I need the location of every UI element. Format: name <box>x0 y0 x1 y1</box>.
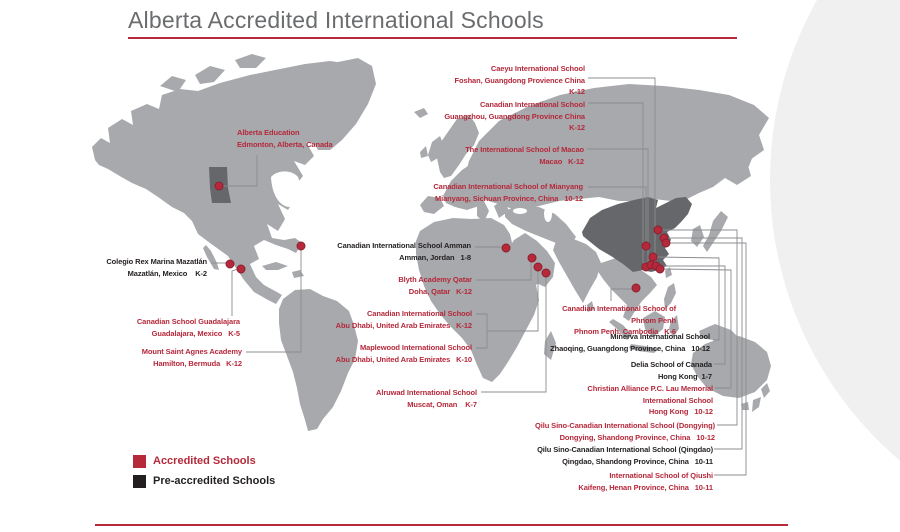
map-dot-phnom-penh <box>632 284 641 293</box>
legend-label: Pre-accredited Schools <box>153 475 276 487</box>
map-dot-qingdao-coast <box>662 239 671 248</box>
school-label-is-qiushi <box>578 470 713 493</box>
school-label-maplewood <box>336 342 472 365</box>
school-label-line: Doha, Qatar K-12 <box>408 286 472 296</box>
legend-label: Accredited Schools <box>153 455 256 467</box>
india <box>553 238 601 303</box>
school-label-alberta-education <box>237 127 333 150</box>
japan <box>703 211 728 252</box>
school-label-line: Guadalajara, Mexico K-5 <box>151 328 240 338</box>
caribbean-islands <box>262 262 304 278</box>
school-label-line: Canadian School Guadalajara <box>136 317 240 326</box>
footer-rule <box>95 524 788 526</box>
school-label-blyth-qatar <box>398 274 472 297</box>
school-label-cis-amman <box>337 240 471 263</box>
school-label-line: The International School of Macao <box>465 145 584 154</box>
school-label-line: Mazatlán, Mexico K-2 <box>127 268 207 278</box>
school-label-line: Qilu Sino-Canadian International School (Qingdao) <box>537 445 713 454</box>
school-label-line: Abu Dhabi, United Arab Emirates K-10 <box>335 354 472 364</box>
school-label-christian-alliance <box>587 383 713 418</box>
school-label-line: International School of Qiushi <box>609 471 713 480</box>
school-label-alruwad <box>376 387 477 410</box>
school-label-minerva <box>550 331 710 354</box>
school-label-qilu-qingdao <box>537 444 713 467</box>
school-label-line: Canadian International School <box>366 309 472 318</box>
legend-item-accredited <box>133 455 275 468</box>
map-dot-doha <box>528 254 537 263</box>
school-label-qilu-dongying <box>535 420 715 443</box>
school-label-line: Mount Saint Agnes Academy <box>141 347 242 356</box>
iceland <box>414 108 428 118</box>
school-label-line: Delia School of Canada <box>630 360 712 369</box>
school-label-line: Blyth Academy Qatar <box>398 275 472 284</box>
map-dot-edmonton <box>215 182 224 191</box>
accredited-swatch-icon <box>133 455 146 468</box>
legend <box>133 455 275 495</box>
school-label-line: Zhaoqing, Guangdong Province, China 10-12 <box>550 343 710 353</box>
map-dot-mianyang <box>642 242 651 251</box>
school-label-line: Colegio Rex Marina Mazatlán <box>106 257 207 266</box>
school-label-cis-mianyang <box>433 181 583 204</box>
school-label-line: Muscat, Oman K-7 <box>407 399 477 409</box>
school-label-line: Canadian International School of Mianyang <box>433 182 583 191</box>
map-dot-muscat <box>542 269 551 278</box>
black-sea <box>513 208 527 214</box>
background-ellipse <box>770 0 900 532</box>
school-label-line: Dongying, Shandong Province, China 10-12 <box>559 432 715 442</box>
school-label-cs-guadalajara <box>137 316 240 339</box>
map-dot-amman <box>502 244 511 253</box>
school-label-line: Canadian International School <box>479 100 585 109</box>
school-label-cis-guangzhou <box>444 99 585 134</box>
school-label-line: Macao K-12 <box>539 156 584 166</box>
school-label-line: Hong Kong 10-12 <box>648 407 713 416</box>
pre-accredited-swatch-icon <box>133 475 146 488</box>
school-label-line: Foshan, Guangdong Provience China <box>454 75 585 85</box>
map-dot-bermuda <box>297 242 306 251</box>
school-label-line: Abu Dhabi, United Arab Emirates K-12 <box>335 320 472 330</box>
school-label-mount-saint-agnes <box>142 346 242 369</box>
school-label-delia <box>631 359 712 382</box>
school-label-line: Kaifeng, Henan Province, China 10-11 <box>578 482 713 492</box>
school-label-line: Alberta Education <box>237 128 300 137</box>
school-label-line: Phnom Penh, Cambodia K-6 <box>574 327 676 336</box>
school-label-line: Amman, Jordan 1-8 <box>399 252 471 262</box>
school-label-line: Edmonton, Alberta, Canada <box>237 139 333 149</box>
school-label-line: Qingdao, Shandong Province, China 10-11 <box>562 456 713 466</box>
school-label-line: Qilu Sino-Canadian International School (Dongying) <box>535 421 715 430</box>
school-label-line: K-12 <box>569 123 585 132</box>
school-label-line: International School <box>642 395 713 405</box>
caspian-sea <box>544 206 552 222</box>
map-dot-hong-kong-macao <box>656 265 665 274</box>
connector-line-ln-guadalajara <box>232 269 238 316</box>
school-label-line: Phnom Penh <box>631 315 676 325</box>
school-label-line: K-12 <box>569 87 585 96</box>
school-label-is-macao <box>465 144 584 167</box>
school-label-line: Christian Alliance P.C. Lau Memorial <box>587 384 713 393</box>
title-underline-rule <box>128 37 737 39</box>
school-label-colegio-rex <box>106 256 207 279</box>
map-dot-mazatlan <box>226 260 235 269</box>
map-dot-guadalajara <box>237 265 246 274</box>
school-label-line: Canadian International School of <box>562 304 676 313</box>
korea <box>691 225 704 247</box>
page-title: Alberta Accredited International Schools <box>128 7 544 33</box>
school-label-cis-abu-dhabi <box>336 308 472 331</box>
school-label-line: Minerva International School <box>610 332 710 341</box>
school-label-line: Alruwad International School <box>376 388 477 397</box>
school-label-line: Canadian International School Amman <box>337 241 471 250</box>
school-label-line: Guangzhou, Guangdong Province China <box>444 111 585 121</box>
school-label-line: Mianyang, Sichuan Province, China 10-12 <box>434 193 583 203</box>
school-label-line: Hong Kong 1-7 <box>657 371 712 381</box>
school-label-line: Caeyu International School <box>490 64 585 73</box>
school-label-line: Hamilton, Bermuda K-12 <box>153 358 242 368</box>
legend-item-pre-accredited <box>133 475 275 488</box>
school-label-caeyu <box>455 63 585 98</box>
school-label-line: Maplewood International School <box>359 343 472 352</box>
